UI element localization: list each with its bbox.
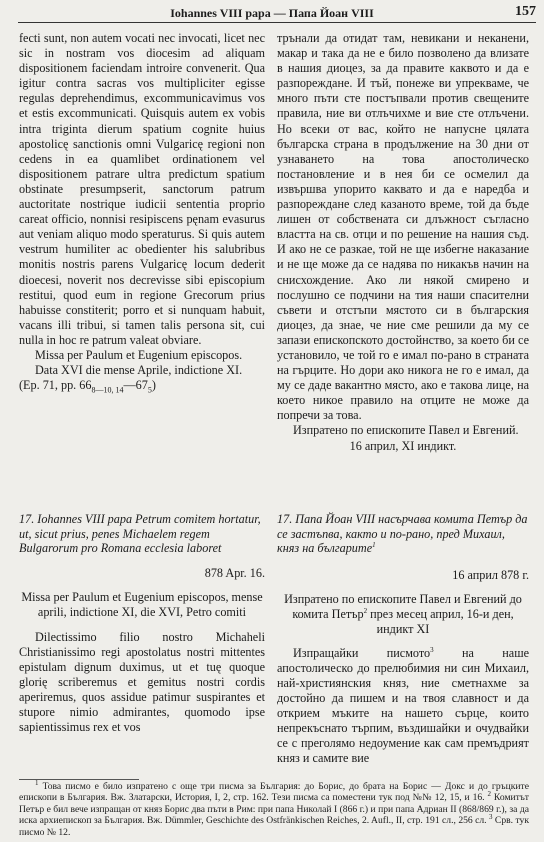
bulgarian-paragraph: трънали да отидат там, невикани и неканени, макар и така да не е било позволено да влизате в нашия диоцез, за да правите каквото и да е разпореждане. И тъй, понеже ви упрекваме, че много пъти сте постъпвали против свещените правила, ние ви отлъчихме и вие сте отлъчени. Но всеки от вас, който не напусне цялата българска страна в продължение на 30 дни от узнаването на това апостолическо постановление и в нея би се осмелил да извършва упорито каквато и да е наредба и разпореждане след казаното време, той да бъде лишен от собствената си длъжност съгласно властта на св. отци и по решение на нашия съд. И ако не се разкае, той не ще избегне наказание и не ще може да се надява по никакъв начин на снисхождение. Ако ли някой смирено и послушно се подчини на тия наши спасителни съвети и отстъпи мястото си в българския диоцез, да знае, че ние сме решили да му се запази епископското достойнство, за което би се установило, че той го е имал по-рано в страната на гърците. Но дори ако никога не го е имал, да му се даде вакантно място, ако е такова лице, на което никое правило на отците не може да попречи за това.	[277, 31, 529, 423]
section-17-bulgarian-date: 16 април 878 г.	[452, 567, 529, 582]
header-rule	[18, 22, 536, 23]
footnotes	[19, 778, 529, 838]
bulgarian-text-top	[277, 31, 529, 454]
latin-missa-line: Missa per Paulum et Eugenium episcopos.	[35, 347, 243, 362]
section-17-latin-letter: Dilectissimo filio nostro Michaheli Christianissimo regi apostolatus nostri mittentes epistulam dignum duximus, ut et tuę quoque glorię scriberemus et gemitus nostri cordis aperiremus, quos assidue patimur suspirantes et stupore nimio admirantes, quomodo ipse sapientissimus rex et vos	[19, 629, 265, 734]
latin-reference: (Ep. 71, pp. $66_{8—10, 14}—67_5$)	[19, 378, 156, 395]
section-17-latin	[19, 512, 265, 735]
latin-data-line: Data XVI die mense Aprile, indictione XI.	[35, 363, 243, 378]
running-header	[0, 0, 544, 24]
latin-paragraph: fecti sunt, non autem vocati nec invocati, licet nec sic in nostram vos diocesim ad aliquam dispositionem faciendam introire convenerit. Qua igitur contra sacras vos multipliciter egisse regulas deprehendimus, excommunicavimus vos et estis excommunicati. Quisquis autem ex vobis intra triginta dierum spatium cognite huius apostolicę sanctionis omni Vulgaricę regioni non cedens in ea quamlibet ordinationem vel dispositionem patrare ultra predictum spatium obstinate presumpserit, sanctorum patrum auctoritate nostrique iudicii sententia proprio careat officio, nonnisi resipiscens pęnam evasurus aut veniam aliquo modo speraturus. Si quis autem vestrum humiliter ac obedienter his salubribus monitis nostris parens Vulgaricę locum dederit dioecesi, noverit nos decrevisse sibi episcopium restitui, quod eum in regione Grecorum prius habuisse constiterit; porro et si nunquam habuit, vacans illi tribui, si tamen talis persona sit, cui nulla in hoc re patrum valeat obviare.	[19, 31, 265, 347]
bulgarian-date-line: 16 април, XI индикт.	[349, 438, 457, 453]
latin-text-top	[19, 31, 265, 398]
section-17-bulgarian-letter: Изпращайки писмото$^3$ на наше апостолическо до прелюбимия ни син Михаил, най-християнския княз, ние сметнахме за достойно да пишем и на твоя славност и да открием мъките на нашето сърце, които непрекъснато търпим, въздишайки и очудвайки се с преголямо недоумение как сам премъдрият княз и самите вие	[277, 646, 529, 766]
section-17-bulgarian-sent: Изпратено по епископите Павел и Евгений до комита Петър$^2$ през месец април, 16-и ден, индикт XI	[284, 592, 522, 636]
running-title: Iohannes VIII papa — Папа Йоан VIII	[170, 6, 374, 20]
bulgarian-sent-line: Изпратено по епископите Павел и Евгений.	[293, 423, 519, 438]
section-17-latin-date: 878 Apr. 16.	[204, 565, 265, 580]
section-17-latin-missa: Missa per Paulum et Eugenium episcopos, mense aprili, indictione XI, die XVI, Petro comiti	[21, 590, 263, 619]
section-17-bulgarian	[277, 512, 529, 766]
section-17-bulgarian-title: 17. Папа Йоан VIII насърчава комита Петър да се застъпва, както и по-рано, пред Михаил, княз на българите$^1$	[277, 512, 528, 556]
footnote-1: $^1$ Това писмо е било изпратено с още три писма за България: до Борис, до брата на Борис — Докс и до гръцките епископи в България. Вж. Златарски, История, I, 2, стр. 162. Тези писма са поместени тук под №№ 12, 15, и 16. $^2$ Комитът Петър е бил вече изпращан от княз Борис два пъти в Рим: при папа Николай I (866 г.) и при папа Адриан II (868/869 г.), за да иска архиепископ за България. Вж. Dümmler, Geschichte des Ostfränkischen Reiches, 2. Aufl., II, стр. 191 сл., 256 сл. $^3$ Срв. тук писмо № 12.	[19, 778, 529, 838]
page-number: 157	[515, 4, 536, 19]
section-17-latin-title: 17. Iohannes VIII papa Petrum comitem hortatur, ut, sicut prius, penes Michaelem regem Bulgarorum pro Romana ecclesia laboret	[19, 512, 261, 556]
